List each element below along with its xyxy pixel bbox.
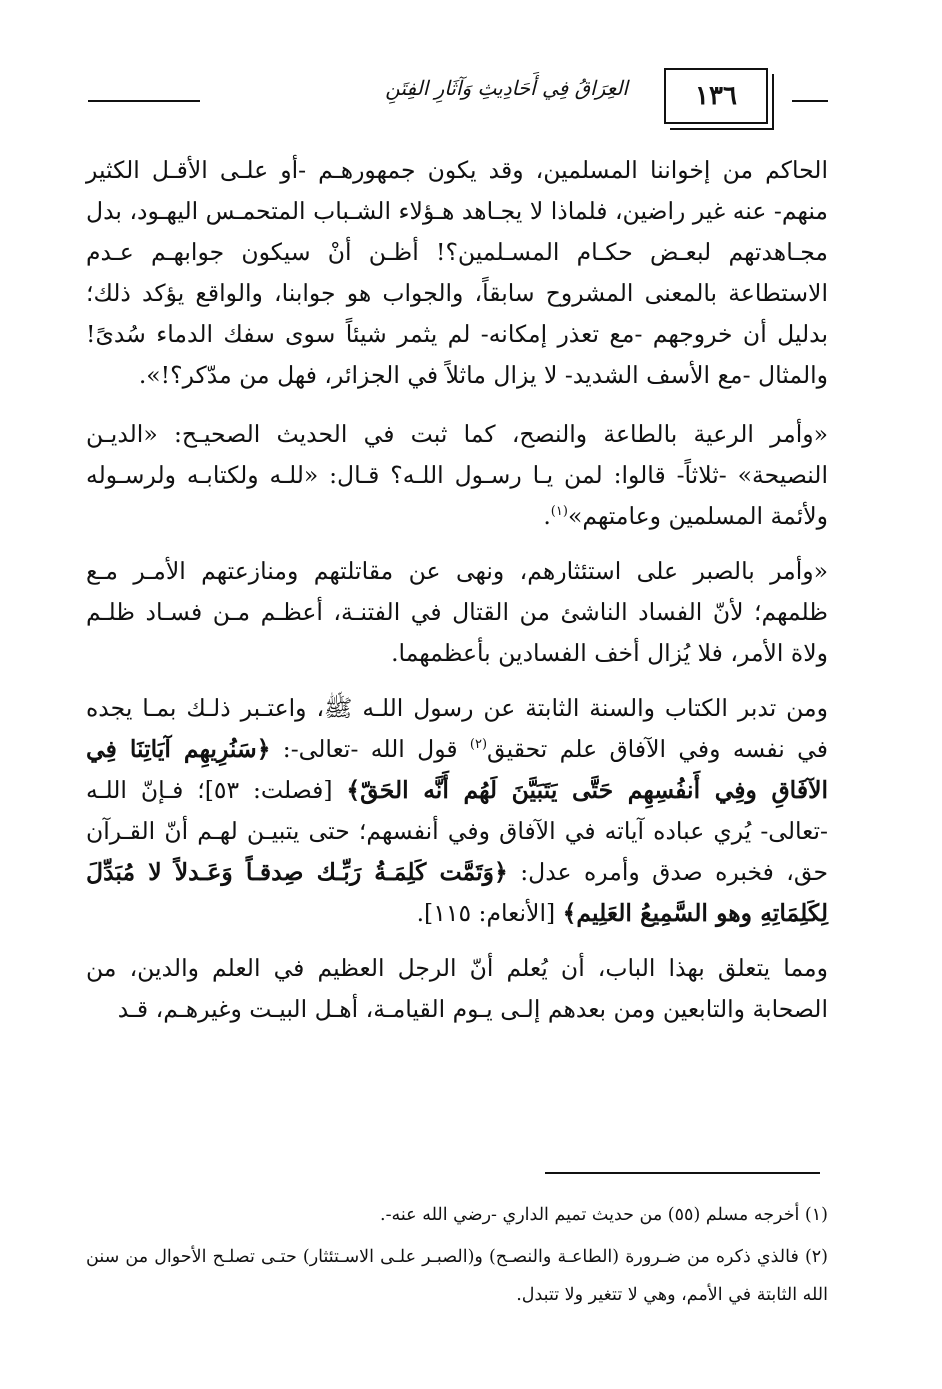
quran-verse-anam: ﴿وَتَمَّت كَلِمَـةُ رَبِّـك صِدقـاً وَعَـدلاً لا مُبَدِّلَ لِكَلِمَاتِهِ وهو السَّمِيعُ العَلِيم﴾: [86, 858, 828, 927]
footnote-ref-1[interactable]: (١): [550, 504, 568, 520]
paragraph-5: [86, 948, 828, 1030]
footnote-2: (٢) فالذي ذكره من ضـرورة (الطاعـة والنصـح) و(الصبـر علـى الاسـتئثار) حتـى تصلـح الأحوال من سنن الله الثابتة في الأمم، وهي لا تتغير ولا تتبدل.: [86, 1247, 828, 1305]
footnote-ref-2[interactable]: (٢): [469, 737, 488, 753]
paragraph-3: [86, 551, 828, 674]
paragraph-text: [الأنعام: ١١٥].: [416, 899, 563, 927]
paragraph-text: ومما يتعلق بهذا الباب، أن يُعلم أنّ الرجل العظيم في العلم والدين، من الصحابة والتابعين ومن بعدهم إلـى يـوم القيامـة، أهـل البيـت وغيرهـم، قـد: [86, 954, 828, 1023]
paragraph-text: «وأمر الرعية بالطاعة والنصح، كما ثبت في الحديث الصحيـح: «الديـن النصيحة» -ثلاثاً- قالوا: لمن يـا رسـول اللـه؟ قـال: «للـه ولكتابـه ولرسـوله ولأئمة المسلمين وعامتهم»: [86, 420, 828, 530]
paragraph-1: [86, 150, 828, 396]
page-number: ١٣٦: [664, 68, 768, 124]
paragraph-tail: .: [543, 502, 551, 530]
paragraph-text: قول الله -تعالى-:: [270, 735, 470, 763]
header-rule-left: [88, 100, 200, 102]
page-header: [88, 68, 828, 134]
main-text: [86, 150, 828, 1044]
paragraph-text: ومن تدبر الكتاب والسنة الثابتة عن رسول اللـه ﷺ، واعتـبر ذلـك بمـا يجده في نفسه وفي الآفاق علم تحقيق: [86, 694, 828, 763]
paragraph-2: [86, 414, 828, 537]
footnote-1: (١) أخرجه مسلم (٥٥) من حديث تميم الداري -رضي الله عنه-.: [380, 1205, 828, 1225]
paragraph-text: «وأمر بالصبر على استئثارهم، ونهى عن مقاتلتهم ومنازعتهم الأمـر مـع ظلمهم؛ لأنّ الفساد الناشئ من القتال في الفتنـة، أعظـم مـن فسـاد ظلـم ولاة الأمر، فلا يُزال أخف الفسادين بأعظمهما.: [86, 557, 828, 667]
running-title: العِرَاقُ فِي أَحَادِيثِ وَآثَارِ الفِتَنِ: [385, 76, 628, 100]
header-rule-right: [792, 100, 828, 102]
paragraph-text: الحاكم من إخواننا المسلمين، وقد يكون جمهورهـم -أو علـى الأقـل الكثير منهم- عنه غير راضين، فلماذا لا يجـاهد هـؤلاء الشـباب المتحمـس اليهـود، بدل مجـاهدتهم لبعـض حكـام المسـلمين؟! أظـن أنْ سيكون جوابهـم عـدم الاستطاعة بالمعنى المشروح سابقاً، والجواب هو جوابنا، والواقع يؤكد ذلك؛ بدليل أن خروجهم -مع تعذر إمكانه- لم يثمر شيئاً سوى سفك الدماء سُدىً! والمثال -مع الأسف الشديد- لا يزال ماثلاً في الجزائر، فهل من مدّكر؟!».: [86, 156, 828, 389]
quran-verse-fussilat: ﴿سَنُرِيهِم آيَاتِنَا فِي الآفَاقِ وفِي أَنفُسِهِم حَتَّى يَتَبَيَّنَ لَهُم أَنَّه الحَقّ﴾: [86, 735, 828, 804]
paragraph-text: [فصلت: ٥٣]؛ فـإنّ اللـه -تعالى- يُري عباده آياته في الآفاق وفي أنفسهم؛ حتى يتبيـن لهـم أنّ القـرآن حق، فخبره صدق وأمره عدل:: [86, 776, 829, 886]
paragraph-4: [86, 688, 828, 934]
footnotes: [86, 1196, 828, 1318]
footnote-separator: [545, 1172, 820, 1174]
